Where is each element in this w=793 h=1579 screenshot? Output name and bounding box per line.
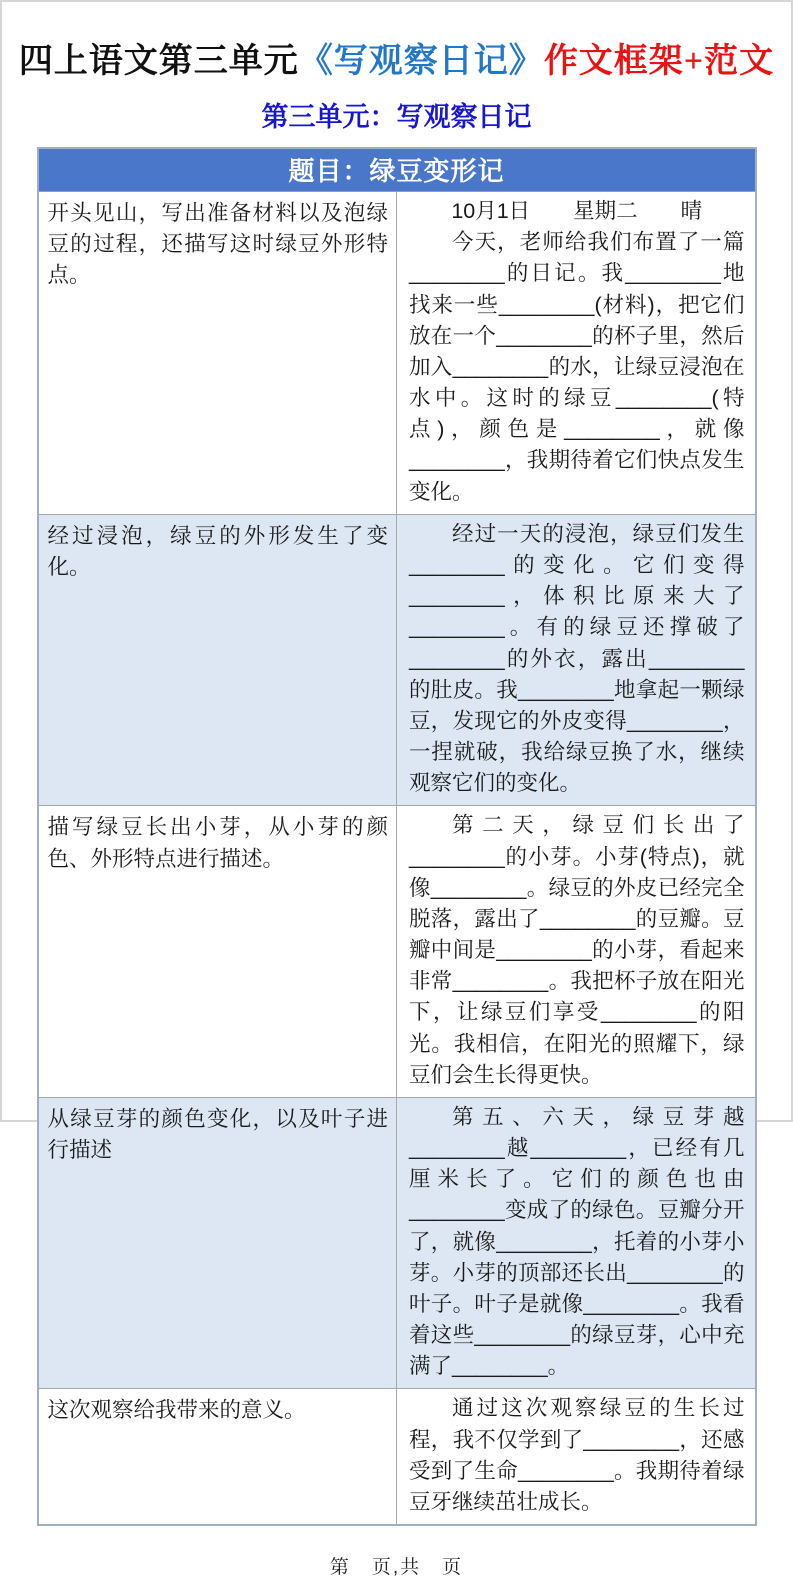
unit-subtitle: 第三单元：写观察日记 <box>261 102 532 133</box>
row-guide-text: 这次观察给我带来的意义。 <box>38 1389 397 1525</box>
row-content-cell <box>397 806 756 1098</box>
row-content-cell <box>397 192 756 515</box>
diary-dateline: 10月1日 星期二 晴 <box>451 199 703 224</box>
title-part-red: 作文框架+范文 <box>543 43 775 80</box>
page-title <box>2 42 791 81</box>
title-part-black: 四上语文第三单元 <box>18 43 299 80</box>
diary-paragraph: 第五、六天，绿豆芽越________越________，已经有几厘米长了。它们的颜色也由________变成了的绿色。豆瓣分开了，就像________，托着的小芽小芽。小芽的顶部还长出________的叶子。叶子是就像________。我看着这些________的绿豆芽，心中充满了________。 <box>409 1104 745 1379</box>
row-content-cell <box>397 1097 756 1389</box>
page-footer: 第 页,共 页 <box>329 1557 464 1579</box>
table-title: 题目：绿豆变形记 <box>38 148 756 192</box>
row-guide-text: 从绿豆芽的颜色变化，以及叶子进行描述 <box>38 1097 397 1389</box>
table-header-row <box>38 148 756 192</box>
diary-paragraph: 通过这次观察绿豆的生长过程，我不仅学到了________，还感受到了生命________。我期待着绿豆牙继续茁壮成长。 <box>409 1396 745 1514</box>
diary-paragraph: 经过一天的浸泡，绿豆们发生________的变化。它们变得________，体积比原来大了________。有的绿豆还撑破了________的外衣，露出________的肚皮。我________地拿起一颗绿豆，发现它的外皮变得________，一捏就破，我给绿豆换了水，继续观察它们的变化。 <box>409 521 745 796</box>
row-guide-text: 经过浸泡，绿豆的外形发生了变化。 <box>38 514 397 806</box>
table-row <box>38 192 756 515</box>
table-row <box>38 1389 756 1525</box>
row-guide-text: 描写绿豆长出小芽，从小芽的颜色、外形特点进行描述。 <box>38 806 397 1098</box>
title-part-blue: 《写观察日记》 <box>298 43 544 80</box>
row-guide-text: 开头见山，写出准备材料以及泡绿豆的过程，还描写这时绿豆外形特点。 <box>38 192 397 515</box>
worksheet-table <box>37 147 757 1526</box>
table-row <box>38 514 756 806</box>
diary-paragraph: 今天，老师给我们布置了一篇________的日记。我________地找来一些________(材料)，把它们放在一个________的杯子里，然后加入________的水，让绿豆浸泡在水中。这时的绿豆________(特点)，颜色是________，就像________，我期待着它们快点发生变化。 <box>409 230 745 504</box>
row-content-cell <box>397 514 756 806</box>
table-row <box>38 806 756 1098</box>
row-content-cell <box>397 1389 756 1525</box>
diary-paragraph: 第二天，绿豆们长出了________的小芽。小芽(特点)，就像________。绿豆的外皮已经完全脱落，露出了________的豆瓣。豆瓣中间是________的小芽，看起来非常________。我把杯子放在阳光下，让绿豆们享受________的阳光。我相信，在阳光的照耀下，绿豆们会生长得更快。 <box>409 813 745 1087</box>
table-row <box>38 1097 756 1389</box>
